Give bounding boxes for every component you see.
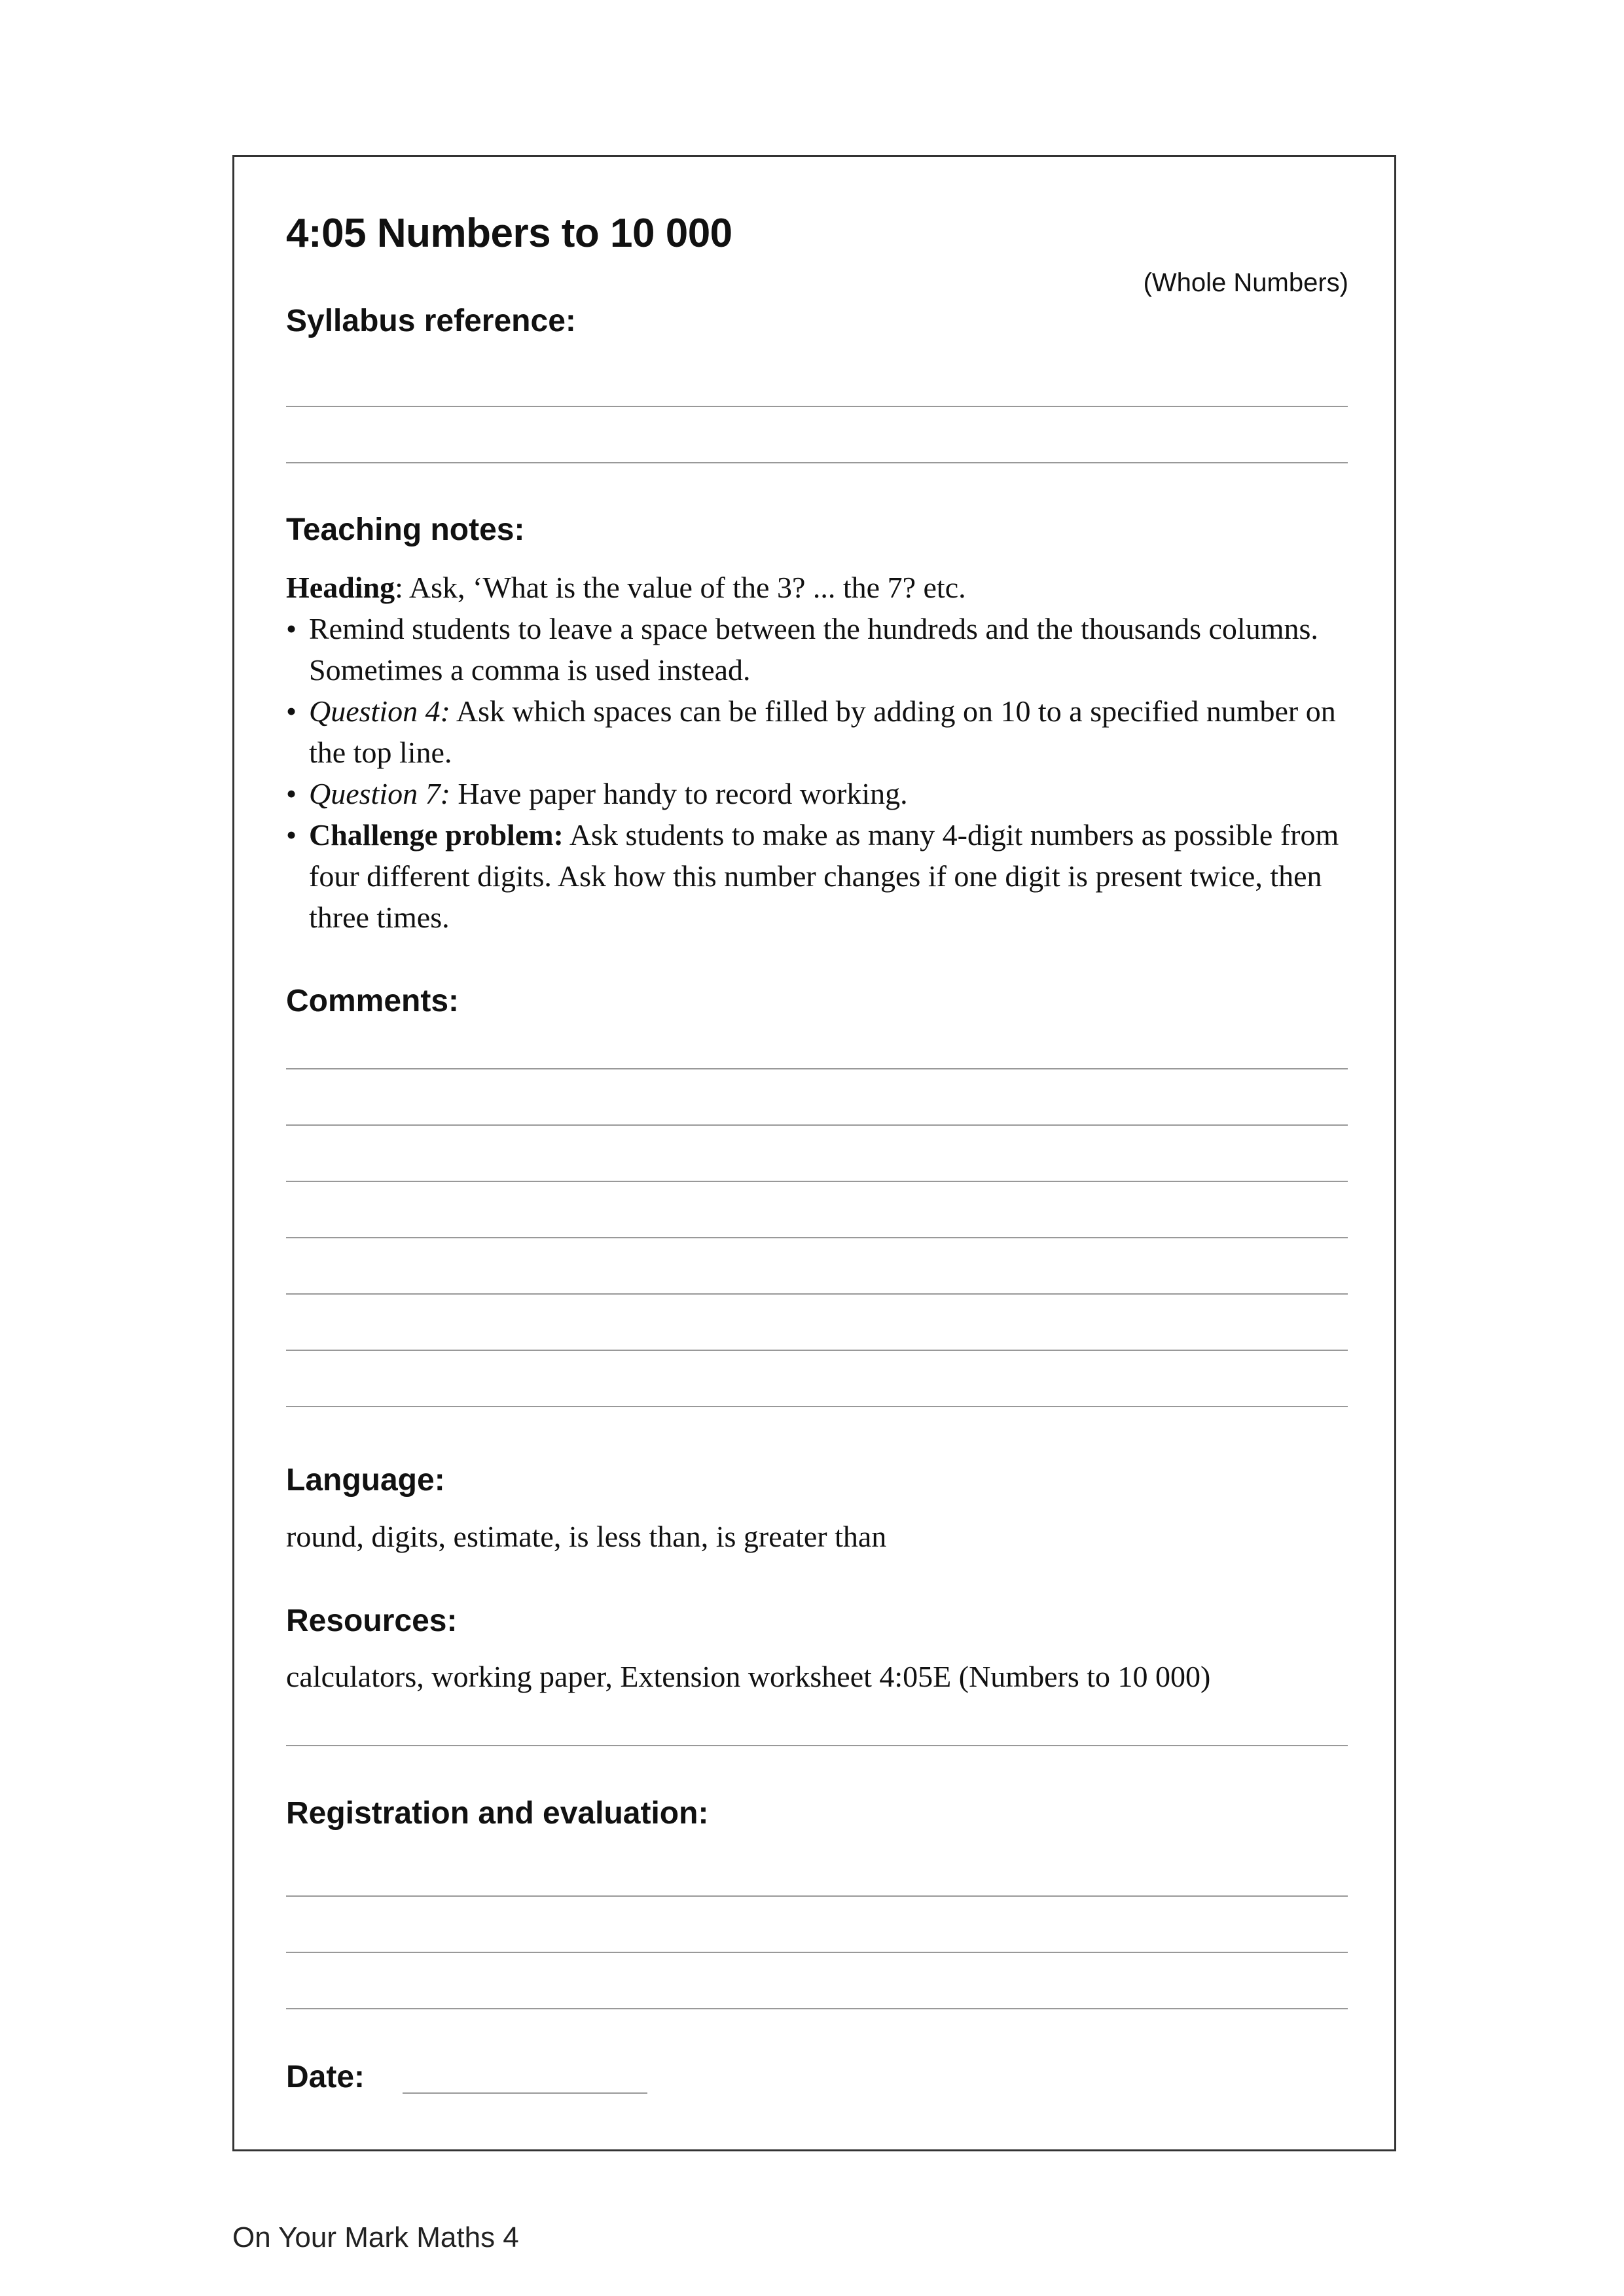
date-field-line[interactable] xyxy=(403,2092,647,2094)
teaching-notes-intro xyxy=(286,567,1360,608)
registration-heading: Registration and evaluation: xyxy=(286,1796,709,1831)
bullet-lead: Challenge problem: xyxy=(309,818,564,852)
bullet-icon: • xyxy=(286,612,297,645)
language-text: round, digits, estimate, is less than, is greater than xyxy=(286,1520,887,1553)
page-title: 4:05 Numbers to 10 000 xyxy=(286,211,732,256)
list-item xyxy=(286,691,1360,773)
bullet-text: Ask which spaces can be filled by adding on 10 to a specified number on the top line. xyxy=(309,694,1336,769)
teaching-notes-body xyxy=(286,567,1360,938)
resources-line[interactable] xyxy=(286,1745,1348,1746)
registration-line-3[interactable] xyxy=(286,2008,1348,2009)
comments-line-6[interactable] xyxy=(286,1350,1348,1351)
date-label: Date: xyxy=(286,2060,365,2094)
comments-line-1[interactable] xyxy=(286,1068,1348,1069)
teaching-notes-list xyxy=(286,608,1360,938)
comments-line-4[interactable] xyxy=(286,1237,1348,1238)
registration-line-1[interactable] xyxy=(286,1895,1348,1897)
intro-text: : Ask, ‘What is the value of the 3? ... the 7? etc. xyxy=(395,571,966,604)
bullet-icon: • xyxy=(286,777,297,810)
list-item xyxy=(286,608,1360,691)
comments-heading: Comments: xyxy=(286,984,460,1018)
comments-line-7[interactable] xyxy=(286,1406,1348,1407)
syllabus-heading: Syllabus reference: xyxy=(286,304,576,338)
list-item xyxy=(286,814,1360,938)
intro-label: Heading xyxy=(286,571,395,604)
category-label: (Whole Numbers) xyxy=(1143,268,1348,297)
page-frame xyxy=(232,155,1396,2151)
bullet-lead: Question 7: xyxy=(309,777,450,810)
registration-line-2[interactable] xyxy=(286,1952,1348,1953)
list-item xyxy=(286,773,1360,814)
language-heading: Language: xyxy=(286,1463,445,1498)
teaching-notes-heading: Teaching notes: xyxy=(286,512,525,547)
comments-line-3[interactable] xyxy=(286,1181,1348,1182)
syllabus-line-1[interactable] xyxy=(286,406,1348,407)
bullet-text: Remind students to leave a space between the hundreds and the thousands columns. Sometimes a comma is used instead. xyxy=(309,612,1318,687)
bullet-text: Ask students to make as many 4-digit numbers as possible from four different digits. Ask how this number changes if one digit is present twice, then three times. xyxy=(309,818,1339,934)
syllabus-line-2[interactable] xyxy=(286,462,1348,463)
comments-line-5[interactable] xyxy=(286,1293,1348,1295)
comments-line-2[interactable] xyxy=(286,1124,1348,1126)
resources-text: calculators, working paper, Extension worksheet 4:05E (Numbers to 10 000) xyxy=(286,1660,1211,1693)
bullet-text: Have paper handy to record working. xyxy=(450,777,908,810)
bullet-icon: • xyxy=(286,694,297,728)
footer-text: On Your Mark Maths 4 xyxy=(232,2221,519,2253)
resources-heading: Resources: xyxy=(286,1604,458,1638)
bullet-lead: Question 4: xyxy=(309,694,450,728)
bullet-icon: • xyxy=(286,818,297,852)
